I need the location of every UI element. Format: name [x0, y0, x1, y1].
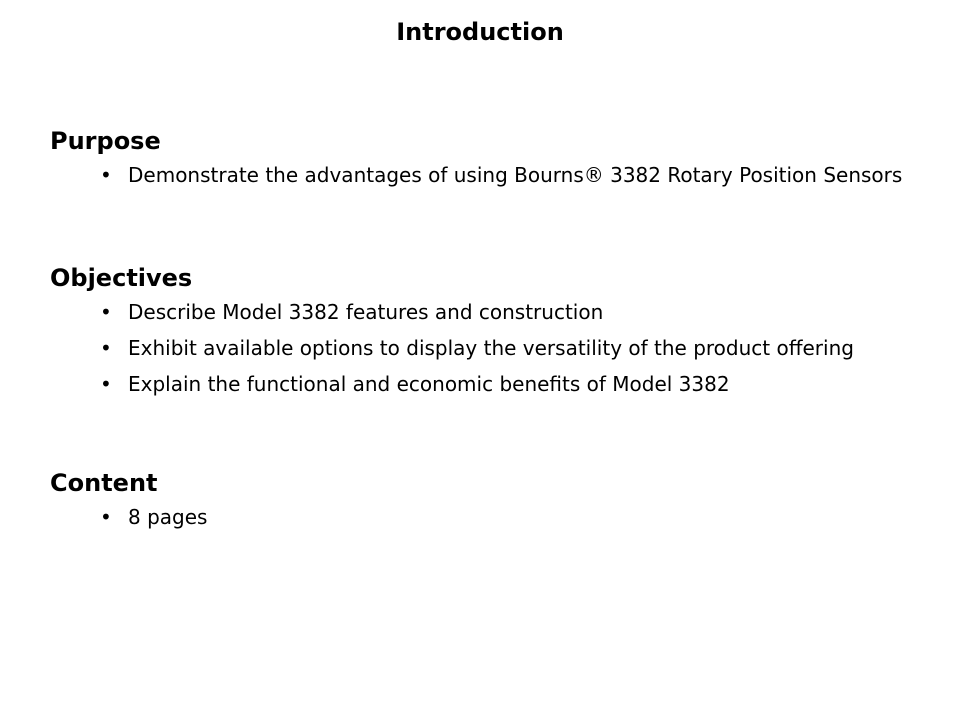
bullet-dot-icon: • [100, 336, 112, 360]
bullet-text: Describe Model 3382 features and construction [128, 300, 604, 324]
section-objectives [50, 263, 930, 407]
bullet-text: 8 pages [128, 505, 208, 529]
bullet-item [50, 162, 908, 189]
section-purpose [50, 126, 930, 198]
section-heading-content: Content [50, 469, 158, 497]
bullet-text: Demonstrate the advantages of using Bourns® 3382 Rotary Position Sensors [128, 163, 903, 187]
bullet-list-purpose [50, 162, 930, 189]
bullet-dot-icon: • [100, 300, 112, 324]
bullet-item [50, 335, 908, 362]
bullet-item [50, 299, 908, 326]
section-heading-purpose: Purpose [50, 127, 161, 155]
bullet-dot-icon: • [100, 505, 112, 529]
bullet-list-content [50, 504, 930, 531]
bullet-text: Exhibit available options to display the versatility of the product offering [128, 336, 854, 360]
slide-title: Introduction [396, 18, 564, 46]
bullet-item [50, 371, 908, 398]
bullet-dot-icon: • [100, 163, 112, 187]
bullet-dot-icon: • [100, 372, 112, 396]
section-heading-objectives: Objectives [50, 264, 193, 292]
bullet-text: Explain the functional and economic benefits of Model 3382 [128, 372, 730, 396]
bullet-list-objectives [50, 299, 930, 398]
section-content [50, 468, 930, 540]
bullet-item [50, 504, 908, 531]
